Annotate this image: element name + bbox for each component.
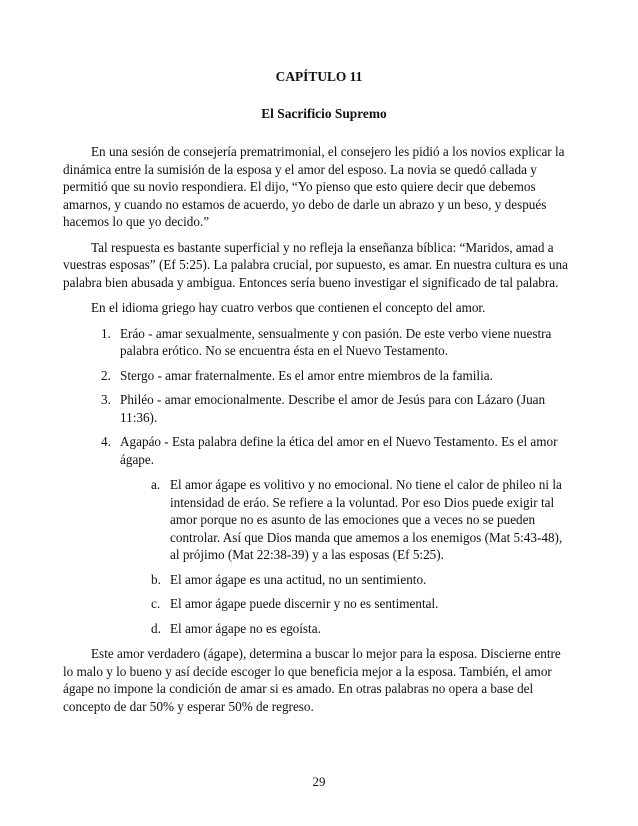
list-item-phileo — [63, 391, 568, 426]
list-number: 4. — [101, 434, 111, 449]
list-item-text: Eráo - amar sexualmente, sensualmente y con pasión. De este verbo viene nuestra palabra erótico. No se encuentra ésta en el Nuevo Testamento. — [120, 325, 552, 358]
agape-sublist — [120, 476, 568, 637]
sublist-item-text: El amor ágape es volitivo y no emocional. No tiene el calor de phileo ni la intensidad de eráo. Se refiere a la voluntad. Por eso Dios puede exigir tal amor porque no es asunto de las emociones que a veces no se pueden controlar. Así que Dios manda que amemos a los enemigos (Mat 5:43-48), al prójimo (Mat 22:38-39) y a las esposas (Ef 5:25). — [170, 477, 563, 562]
list-number: 3. — [101, 392, 111, 407]
paragraph-greek-verbs: En el idioma griego hay cuatro verbos que contienen el concepto del amor. — [91, 300, 486, 315]
sublist-item-text: El amor ágape puede discernir y no es sentimental. — [170, 596, 439, 611]
list-item-text: Stergo - amar fraternalmente. Es el amor entre miembros de la familia. — [120, 367, 493, 383]
list-item-stergo — [63, 367, 568, 385]
paragraph-conclusion: Este amor verdadero (ágape), determina a buscar lo mejor para la esposa. Discierne entre lo malo y lo bueno y así decide escoger lo que beneficia mejor a la esposa. También, el amor ágape no impone la condición de amar si es amado. En otras palabras no opera a base del concepto de dar 50% y esperar 50% de regreso. — [63, 646, 561, 714]
sublist-letter: c. — [151, 596, 161, 611]
sublist-item-d — [120, 620, 568, 638]
page-number: 29 — [312, 774, 326, 789]
list-number: 2. — [101, 367, 111, 383]
sublist-letter: d. — [151, 620, 161, 636]
sublist-letter: a. — [151, 477, 161, 492]
body-text — [63, 143, 568, 723]
list-item-text: Philéo - amar emocionalmente. Describe el amor de Jesús para con Lázaro (Juan 11:36). — [120, 392, 546, 425]
sublist-item-text: El amor ágape es una actitud, no un sentimiento. — [170, 571, 427, 587]
sublist-item-a — [120, 476, 568, 564]
sublist-item-b — [120, 571, 568, 589]
chapter-title: El Sacrificio Supremo — [261, 106, 387, 121]
paragraph-intro: En una sesión de consejería prematrimonial, el consejero les pidió a los novios explicar la dinámica entre la sumisión de la esposa y el amor del esposo. La novia se quedó callada y permitió que su novio respondiera. El dijo, “Yo pienso que esto quiere decir que debemos amarnos, y cuando no estamos de acuerdo, yo debo de darle un abrazo y un beso, y después hacemos lo que yo decido.” — [63, 144, 565, 229]
list-item-text: Agapáo - Esta palabra define la ética del amor en el Nuevo Testamento. Es el amor ágape. — [120, 434, 558, 467]
sublist-item-c — [120, 595, 568, 613]
paragraph-response: Tal respuesta es bastante superficial y no refleja la enseñanza bíblica: “Maridos, amad a vuestras esposas” (Ef 5:25). La palabra crucial, por supuesto, es amar. En nuestra cultura es una palabra bien abusada y ambigua. Entonces sería bueno investigar el significado de tal palabra. — [63, 239, 568, 290]
list-item-erao — [63, 325, 568, 360]
sublist-item-text: El amor ágape no es egoísta. — [170, 620, 321, 636]
chapter-heading: CAPÍTULO 11 — [275, 69, 363, 84]
list-item-agapao — [63, 433, 568, 637]
verb-list — [63, 325, 568, 638]
list-number: 1. — [101, 325, 111, 341]
sublist-letter: b. — [151, 571, 161, 587]
